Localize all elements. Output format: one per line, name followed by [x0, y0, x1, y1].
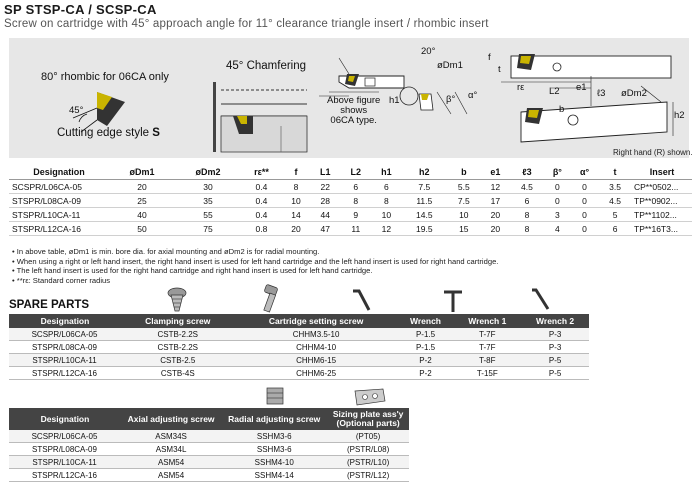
cell-t: 4.5	[598, 194, 632, 208]
cell-axial-adjusting-screw: ASM34L	[121, 443, 221, 456]
table-row	[9, 180, 692, 194]
cell-wrench-1: T-7F	[453, 328, 521, 341]
e1-label: e1	[576, 82, 587, 93]
cell-b: 7.5	[447, 194, 481, 208]
cell-sizing-plate: (PT05)	[327, 430, 409, 443]
cell-l3: 8	[510, 208, 544, 222]
cell-l2: 6	[341, 180, 372, 194]
cell-e1: 12	[481, 180, 510, 194]
cell-f: 20	[282, 222, 310, 236]
cell-t: 6	[598, 222, 632, 236]
cell-designation: STSPR/L12CA-16	[9, 469, 121, 482]
rhombic-note: 80° rhombic for 06CA only	[41, 71, 169, 83]
cell-h2: 11.5	[402, 194, 447, 208]
cell-wrench-2: P-5	[521, 354, 589, 367]
col-radial-adjusting-screw: Radial adjusting screw	[221, 408, 327, 430]
cell-re: 0.8	[241, 222, 282, 236]
table-row	[9, 367, 589, 380]
cell-axial-adjusting-screw: ASM54	[121, 469, 221, 482]
table-row	[9, 443, 409, 456]
table-row	[9, 430, 409, 443]
cell-h1: 12	[371, 222, 402, 236]
adjusting-parts-table	[9, 408, 409, 482]
col-l1: L1	[310, 165, 341, 180]
col-wrench-1: Wrench 1	[453, 314, 521, 328]
cell-dm1: 50	[109, 222, 175, 236]
cell-h2: 7.5	[402, 180, 447, 194]
cell-cartridge-setting-screw: CHHM3.5-10	[235, 328, 398, 341]
wrench-2-icon	[528, 287, 552, 313]
l2-label: L2	[549, 86, 560, 97]
cell-t: 5	[598, 208, 632, 222]
cell-h1: 6	[371, 180, 402, 194]
cell-wrench-2: P-5	[521, 367, 589, 380]
cell-radial-adjusting-screw: SSHM4-14	[221, 469, 327, 482]
cell-beta: 0	[544, 194, 571, 208]
cell-beta: 3	[544, 208, 571, 222]
sizing-plate-header: Sizing plate ass'y	[332, 409, 404, 419]
col-l3: ℓ3	[510, 165, 544, 180]
cell-dm1: 40	[109, 208, 175, 222]
cell-alpha: 0	[571, 208, 598, 222]
col-cartridge-setting-screw: Cartridge setting screw	[235, 314, 398, 328]
col-dm2: øDm2	[175, 165, 241, 180]
cell-designation: STSPR/L08CA-09	[9, 443, 121, 456]
cell-e1: 17	[481, 194, 510, 208]
cell-dm2: 55	[175, 208, 241, 222]
cell-designation: SCSPR/L06CA-05	[9, 430, 121, 443]
cell-clamping-screw: CSTB-4S	[121, 367, 235, 380]
angle-20-label: 20°	[421, 46, 436, 57]
table-row	[9, 469, 409, 482]
col-dm1: øDm1	[109, 165, 175, 180]
cell-re: 0.4	[241, 208, 282, 222]
re-label: rε	[517, 82, 525, 93]
cell-axial-adjusting-screw: ASM34S	[121, 430, 221, 443]
note-line: • When using a right or left hand insert, the right hand insert is used for left hand cartridge and the left hand insert is used for right hand cartridge.	[12, 256, 499, 266]
cell-h2: 14.5	[402, 208, 447, 222]
cartridge-dimension-drawing-icon	[491, 46, 683, 152]
cell-re: 0.4	[241, 180, 282, 194]
cell-alpha: 0	[571, 222, 598, 236]
cell-dm2: 75	[175, 222, 241, 236]
f-label: f	[488, 52, 491, 63]
beta-label: β°	[446, 94, 456, 105]
cell-wrench: P-1.5	[398, 328, 454, 341]
col-clamping-screw: Clamping screw	[121, 314, 235, 328]
cell-l2: 8	[341, 194, 372, 208]
chamfering-cross-section-icon	[211, 76, 311, 158]
page-subtitle: Screw on cartridge with 45° approach angle for 11° clearance triangle insert / rhombic insert	[4, 18, 489, 30]
cell-l3: 6	[510, 194, 544, 208]
col-beta: β°	[544, 165, 571, 180]
cell-clamping-screw: CSTB-2.2S	[121, 341, 235, 354]
cell-l1: 47	[310, 222, 341, 236]
cell-b: 15	[447, 222, 481, 236]
cell-dm2: 35	[175, 194, 241, 208]
cell-clamping-screw: CSTB-2.2S	[121, 328, 235, 341]
cell-insert: TP**16T3...	[632, 222, 692, 236]
cell-cartridge-setting-screw: CHHM6-25	[235, 367, 398, 380]
sizing-plate-icon	[353, 387, 387, 407]
cell-t: 3.5	[598, 180, 632, 194]
cell-h2: 19.5	[402, 222, 447, 236]
cell-sizing-plate: (PSTR/L10)	[327, 456, 409, 469]
cell-wrench-1: T-8F	[453, 354, 521, 367]
col-designation: Designation	[9, 165, 109, 180]
table-row	[9, 341, 589, 354]
col-designation: Designation	[9, 314, 121, 328]
cell-b: 5.5	[447, 180, 481, 194]
note-line: • In above table, øDm1 is min. bore dia. for axial mounting and øDm2 is for radial mounting.	[12, 247, 320, 256]
cell-e1: 20	[481, 208, 510, 222]
radial-adjusting-screw-icon	[264, 385, 286, 407]
cell-designation: STSPR/L10CA-11	[9, 456, 121, 469]
cell-clamping-screw: CSTB-2.5	[121, 354, 235, 367]
optional-parts-header: (Optional parts)	[336, 418, 400, 428]
col-re: rε**	[241, 165, 282, 180]
cell-l1: 44	[310, 208, 341, 222]
cell-dm1: 20	[109, 180, 175, 194]
cutting-edge-letter: S	[152, 127, 160, 139]
cutting-edge-style-label: Cutting edge style	[57, 127, 150, 139]
cell-l1: 28	[310, 194, 341, 208]
table-row	[9, 194, 692, 208]
cell-designation: STSPR/L08CA-09	[9, 194, 109, 208]
cell-wrench-2: P-3	[521, 328, 589, 341]
table-row	[9, 456, 409, 469]
cell-l3: 4.5	[510, 180, 544, 194]
cell-designation: SCSPR/L06CA-05	[9, 328, 121, 341]
cell-cartridge-setting-screw: CHHM6-15	[235, 354, 398, 367]
dm2-label: øDm2	[621, 88, 647, 99]
cartridge-setting-screw-icon	[257, 284, 283, 314]
cell-re: 0.4	[241, 194, 282, 208]
note-line: • **rε: Standard corner radius	[12, 275, 111, 285]
adjusting-header-row	[9, 408, 409, 430]
cell-insert: CP**0502...	[632, 180, 692, 194]
col-wrench-2: Wrench 2	[521, 314, 589, 328]
table-row	[9, 354, 589, 367]
cell-designation: STSPR/L12CA-16	[9, 367, 121, 380]
spare-parts-title: SPARE PARTS	[9, 299, 90, 311]
cell-wrench: P-1.5	[398, 341, 454, 354]
col-t: t	[598, 165, 632, 180]
cell-l2: 11	[341, 222, 372, 236]
side-view-icon	[411, 88, 471, 118]
cell-h1: 10	[371, 208, 402, 222]
page-title: SP STSP-CA / SCSP-CA	[4, 2, 157, 17]
cell-radial-adjusting-screw: SSHM3-6	[221, 443, 327, 456]
cell-f: 8	[282, 180, 310, 194]
col-e1: e1	[481, 165, 510, 180]
h1-label: h1	[389, 95, 400, 106]
col-sizing-plate	[327, 408, 409, 430]
cell-sizing-plate: (PSTR/L12)	[327, 469, 409, 482]
cell-wrench-2: P-3	[521, 341, 589, 354]
col-wrench: Wrench	[398, 314, 454, 328]
t-label: t	[498, 64, 501, 75]
col-designation: Designation	[9, 408, 121, 430]
table-row	[9, 328, 589, 341]
cell-dm2: 30	[175, 180, 241, 194]
cell-sizing-plate: (PSTR/L08)	[327, 443, 409, 456]
notes-block	[12, 247, 498, 285]
cell-dm1: 25	[109, 194, 175, 208]
alpha-label: α°	[468, 90, 478, 101]
cell-designation: STSPR/L12CA-16	[9, 222, 109, 236]
dm1-label: øDm1	[437, 60, 463, 71]
above-figure-note	[327, 96, 380, 126]
cell-h1: 8	[371, 194, 402, 208]
cell-alpha: 0	[571, 180, 598, 194]
spec-header-row	[9, 165, 692, 180]
cell-designation: STSPR/L08CA-09	[9, 341, 121, 354]
col-h1: h1	[371, 165, 402, 180]
right-hand-note: Right hand (R) shown.	[613, 148, 693, 157]
wrench-icon	[349, 288, 373, 314]
cell-b: 10	[447, 208, 481, 222]
col-axial-adjusting-screw: Axial adjusting screw	[121, 408, 221, 430]
cell-beta: 0	[544, 180, 571, 194]
table-row	[9, 208, 692, 222]
cell-axial-adjusting-screw: ASM54	[121, 456, 221, 469]
cell-designation: STSPR/L10CA-11	[9, 208, 109, 222]
cell-wrench-1: T-15F	[453, 367, 521, 380]
cell-radial-adjusting-screw: SSHM3-6	[221, 430, 327, 443]
spare-parts-table	[9, 314, 589, 380]
cell-wrench: P-2	[398, 367, 454, 380]
cell-l3: 8	[510, 222, 544, 236]
above-note-line-2: shows	[340, 105, 368, 116]
cell-cartridge-setting-screw: CHHM4-10	[235, 341, 398, 354]
cell-alpha: 0	[571, 194, 598, 208]
note-line: • The left hand insert is used for the right hand cartridge and right hand insert is used for left hand cartridge.	[12, 266, 373, 275]
col-l2: L2	[341, 165, 372, 180]
cutting-edge-caption	[57, 127, 160, 139]
cell-radial-adjusting-screw: SSHM4-10	[221, 456, 327, 469]
cell-f: 14	[282, 208, 310, 222]
cell-beta: 4	[544, 222, 571, 236]
cell-e1: 20	[481, 222, 510, 236]
cell-l2: 9	[341, 208, 372, 222]
col-b: b	[447, 165, 481, 180]
cell-insert: TP**0902...	[632, 194, 692, 208]
table-row	[9, 222, 692, 236]
cell-designation: STSPR/L10CA-11	[9, 354, 121, 367]
col-h2: h2	[402, 165, 447, 180]
cell-wrench-1: T-7F	[453, 341, 521, 354]
wrench-1-icon	[441, 288, 465, 314]
chamfer-label: 45° Chamfering	[226, 60, 307, 72]
diagram-panel	[9, 38, 693, 158]
col-insert: Insert	[632, 165, 692, 180]
above-note-line-3: 06CA type.	[330, 115, 377, 126]
spare-parts-header-row	[9, 314, 589, 328]
specifications-table	[9, 165, 692, 236]
l3-label: ℓ3	[597, 88, 606, 99]
cell-wrench: P-2	[398, 354, 454, 367]
cell-designation: SCSPR/L06CA-05	[9, 180, 109, 194]
col-f: f	[282, 165, 310, 180]
b-label: b	[559, 104, 565, 115]
above-note-line-1: Above figure	[327, 95, 381, 106]
cell-f: 10	[282, 194, 310, 208]
h2-label: h2	[674, 110, 685, 121]
angle-45-label: 45°	[69, 105, 84, 116]
clamping-screw-icon	[163, 287, 189, 313]
cell-insert: TP**1102...	[632, 208, 692, 222]
col-alpha: α°	[571, 165, 598, 180]
cell-l1: 22	[310, 180, 341, 194]
